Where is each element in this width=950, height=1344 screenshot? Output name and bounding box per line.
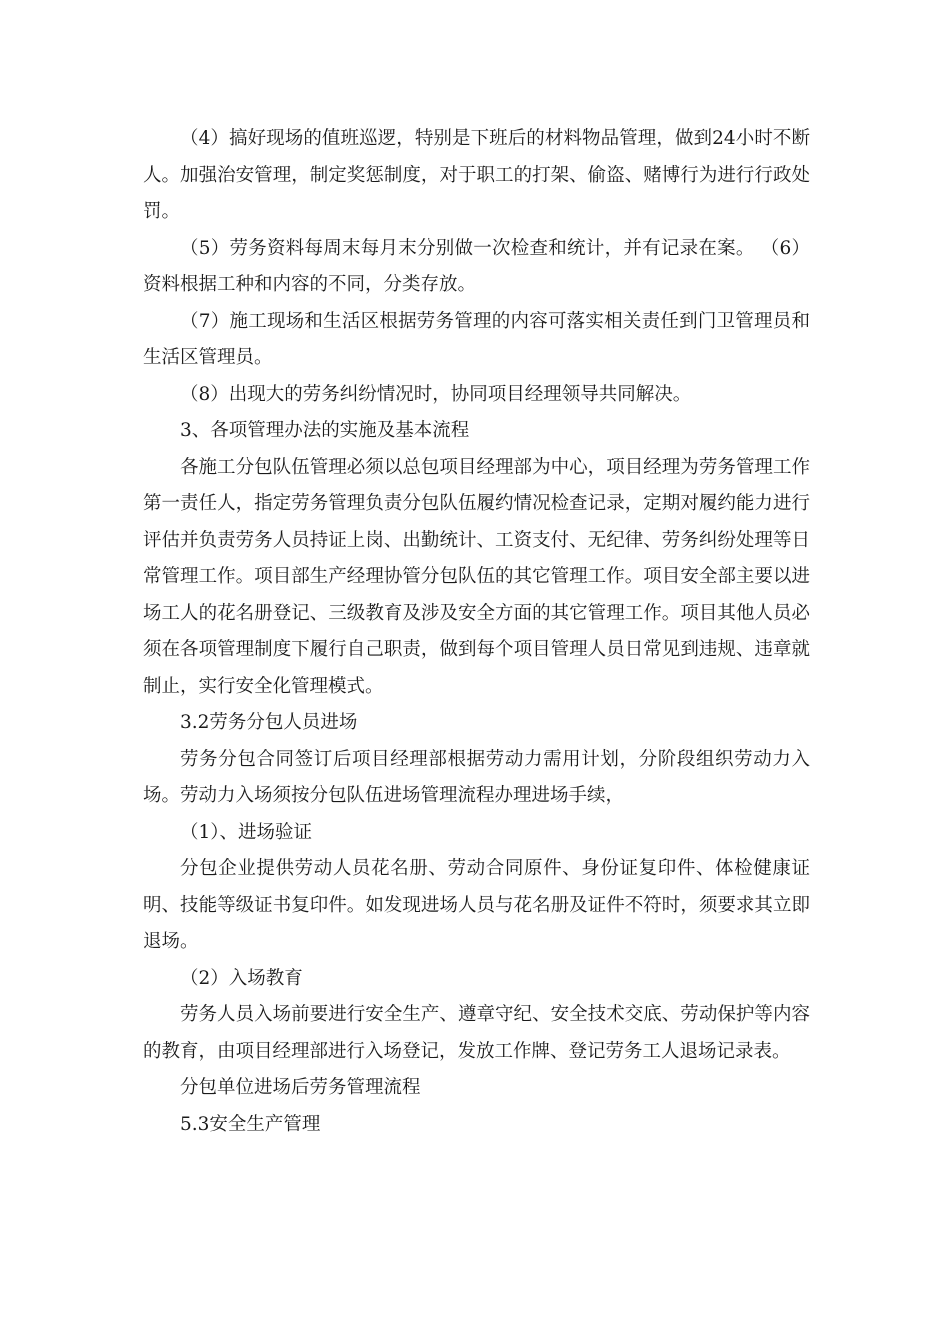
document-body (143, 121, 810, 1143)
section-heading-3-2: 3.2劳务分包人员进场 (180, 712, 358, 733)
section-heading-5-3: 5.3安全生产管理 (180, 1113, 321, 1135)
paragraph-dispute: （8）出现大的劳务纠纷情况时，协同项目经理领导共同解决。 (180, 383, 692, 405)
subheading-entry-education: （2）入场教育 (180, 967, 303, 989)
paragraph-management-overview: 各施工分包队伍管理必须以总包项目经理部为中心，项目经理为劳务管理工作第一责任人，指定劳务管理负责分包队伍履约情况检查记录，定期对履约能力进行评估并负责劳务人员持证上岗、出勤统计、工资支付、无纪律、劳务纠纷处理等日常管理工作。项目部生产经理协管分包队伍的其它管理工作。项目安全部主要以进场工人的花名册登记、三级教育及涉及安全方面的其它管理工作。项目其他人员必须在各项管理制度下履行自己职责，做到每个项目管理人员日常见到违规、违章就制止，实行安全化管理模式。 (143, 456, 810, 697)
subheading-entry-verification: （1）、进场验证 (180, 821, 313, 843)
paragraph-duty-patrol: （4）搞好现场的值班巡逻，特别是下班后的材料物品管理，做到24小时不断人。加强治安管理，制定奖惩制度，对于职工的打架、偷盗、赌博行为进行行政处罚。 (143, 128, 810, 222)
paragraph-records-check: （5）劳务资料每周末每月末分别做一次检查和统计，并有记录在案。 （6）资料根据工种和内容的不同，分类存放。 (143, 237, 810, 295)
paragraph-responsibility: （7）施工现场和生活区根据劳务管理的内容可落实相关责任到门卫管理员和生活区管理员。 (143, 310, 810, 368)
paragraph-entry-plan: 劳务分包合同签订后项目经理部根据劳动力需用计划，分阶段组织劳动力入场。劳动力入场须按分包队伍进场管理流程办理进场手续， (143, 748, 810, 806)
paragraph-verification-docs: 分包企业提供劳动人员花名册、劳动合同原件、身份证复印件、体检健康证明、技能等级证书复印件。如发现进场人员与花名册及证件不符时，须要求其立即退场。 (143, 858, 810, 952)
paragraph-education-content: 劳务人员入场前要进行安全生产、遵章守纪、安全技术交底、劳动保护等内容的教育，由项目经理部进行入场登记，发放工作牌、登记劳务工人退场记录表。 (143, 1004, 810, 1062)
heading-labor-flow: 分包单位进场后劳务管理流程 (180, 1077, 421, 1098)
section-heading-3: 3、各项管理办法的实施及基本流程 (180, 420, 470, 441)
